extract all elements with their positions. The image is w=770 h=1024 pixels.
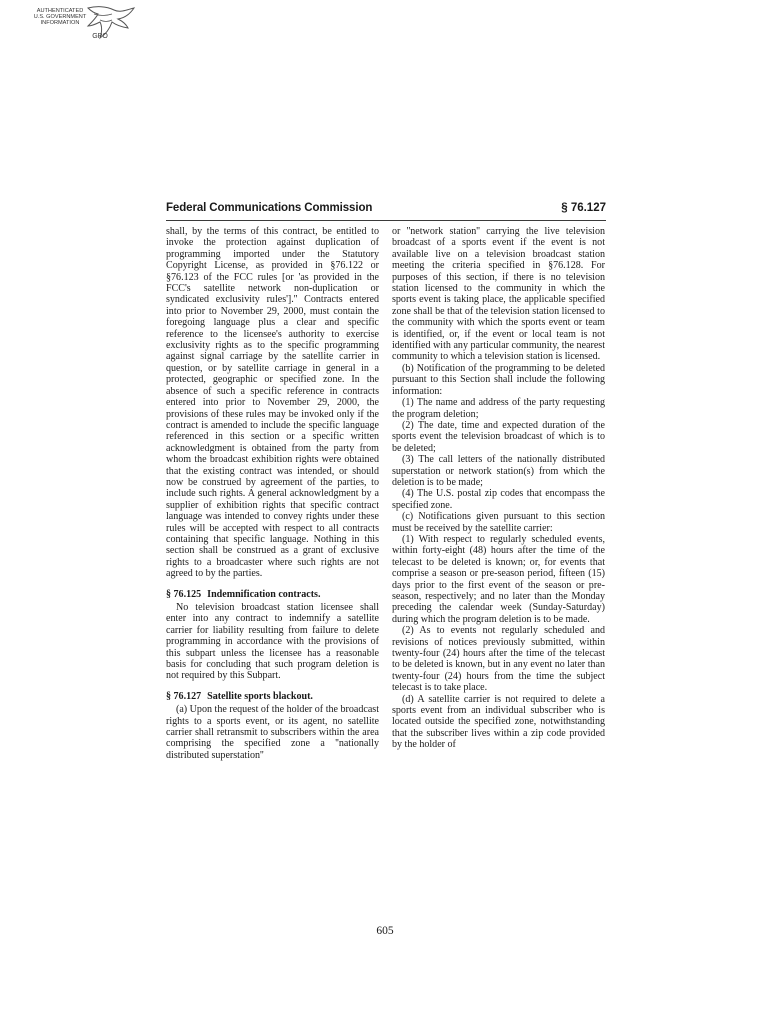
left-paragraph-3: (a) Upon the request of the holder of the broadcast rights to a sports event, or its agent, no satellite carrier shall retransmit to subscribers within the area comprising the specified zone a ''nationally distributed superstation'' xyxy=(166,704,379,761)
right-paragraph-7: (c) Notifications given pursuant to this section must be received by the satellite carrier: xyxy=(392,511,605,534)
section-heading-title: Indemnification contracts. xyxy=(207,588,321,600)
right-paragraph-5: (3) The call letters of the nationally distributed superstation or network station(s) from which the deletion is to be made; xyxy=(392,454,605,488)
seal-line-3: INFORMATION xyxy=(40,20,80,26)
right-paragraph-2: (b) Notification of the programming to be deleted pursuant to this Section shall include the following information: xyxy=(392,362,605,397)
right-column xyxy=(392,226,605,751)
left-paragraph-2: No television broadcast station licensee shall enter into any contract to indemnify a satellite carrier for liability resulting from failure to delete programming in accordance with the provisions of this subpart unless the licensee has a reasonable basis for concluding that such program deletion is not required by this Subpart. xyxy=(166,602,379,682)
section-number: § 76.127 xyxy=(561,202,606,214)
agency-name: Federal Communications Commission xyxy=(166,202,373,214)
section-heading-number: § 76.127 xyxy=(166,690,202,702)
right-paragraph-9: (2) As to events not regularly scheduled and revisions of notices previously submitted, within twenty-four (24) hours after the time of the telecast to be deleted is known, but in any event no later than twenty-four (24) hours from the time the subject telecast is to take place. xyxy=(392,625,605,694)
section-heading-number: § 76.125 xyxy=(166,588,202,600)
right-paragraph-3: (1) The name and address of the party requesting the program deletion; xyxy=(392,397,605,420)
seal-gpo-mark: GPO xyxy=(92,33,108,40)
right-paragraph-10: (d) A satellite carrier is not required to delete a sports event from an individual subscriber who is located outside the specified zone, notwithstanding that the subscriber lives within a zip code provided by the holder of xyxy=(392,693,605,751)
gpo-authentication-seal xyxy=(30,4,142,48)
left-paragraph-1: shall, by the terms of this contract, be entitled to invoke the protection against duplication of programming imported under the Statutory Copyright License, as provided in §76.122 or §76.123 of the FCC rules [or 'as provided in the FCC's satellite network non-duplication or syndicated exclusivity rules'].'' Contracts entered into prior to November 29, 2000, must contain the foregoing language plus a clear and specific reference to the licensee's authority to exercise exclusivity rights as to the specific programming against signal carriage by the satellite carrier in question, or by satellite carriage in general in a protected, geographic or specified zone. In the absence of such a specific reference in contracts entered into prior to November 29, 2000, the provisions of these rules may be invoked only if the contract is amended to include the specific language referenced in this section or a specific written acknowledgment is obtained from the party from whom the broadcast exhibition rights were obtained that the existing contract was intended, or should now be construed by agreement of the parties, to include such rights. A general acknowledgment by a supplier of exhibition rights that specific contract language was intended to convey rights under these rules will be accepted with respect to all contracts containing that specific language. Nothing in this section shall be construed as a grant of exclusive rights to a broadcaster where such rights are not agreed to by the parties. xyxy=(166,226,379,580)
section-heading-76-125 xyxy=(166,589,379,600)
right-paragraph-6: (4) The U.S. postal zip codes that encompass the specified zone. xyxy=(392,488,605,511)
section-heading-title: Satellite sports blackout. xyxy=(207,690,313,702)
right-paragraph-4: (2) The date, time and expected duration of the sports event the television broadcast of which is to be deleted; xyxy=(392,419,605,454)
eagle-seal-icon xyxy=(30,4,142,48)
section-heading-76-127 xyxy=(166,691,379,702)
right-paragraph-8: (1) With respect to regularly scheduled events, within forty-eight (48) hours after the time of the telecast to be deleted is known; or, for events that comprise a season or pre-season period, fifteen (15) days prior to the first event of the season or pre-season, respectively; and no later than the Monday preceding the calendar week (Sunday-Saturday) during which the program deletion is to be made. xyxy=(392,533,605,625)
running-head xyxy=(166,202,606,221)
seal-line-1: AUTHENTICATED xyxy=(36,8,84,14)
page-number: 605 xyxy=(376,925,394,937)
left-column xyxy=(166,226,379,761)
seal-line-2: U.S. GOVERNMENT xyxy=(33,14,87,20)
right-paragraph-1: or ''network station'' carrying the live television broadcast of a sports event if the event is not available live on a television broadcast station meeting the criteria specified in §76.128. For purposes of this section, if there is no television station licensed to the community in which the sports event is taking place, the applicable specified zone shall be that of the television station licensed to the community with which the sports event or team is identified, or, if the event or local team is not identified with any particular community, the nearest community to which a television station is licensed. xyxy=(392,226,605,363)
